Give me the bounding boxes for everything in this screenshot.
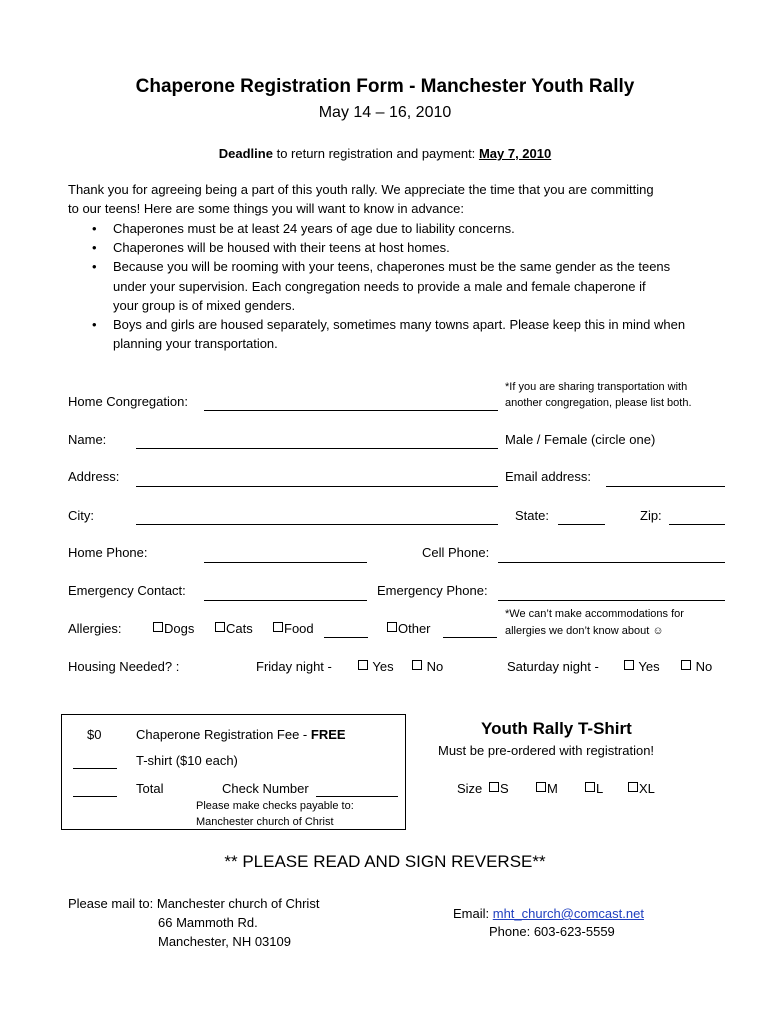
zip-label: Zip: xyxy=(640,508,662,523)
friday-yes-checkbox[interactable] xyxy=(358,659,394,674)
emergency-phone-field[interactable] xyxy=(498,600,725,601)
allergy-cats-label: Cats xyxy=(226,621,253,636)
state-label: State: xyxy=(515,508,549,523)
yes-label: Yes xyxy=(372,659,394,674)
allergy-other-label: Other xyxy=(398,621,431,636)
allergies-label: Allergies: xyxy=(68,621,122,636)
name-label: Name: xyxy=(68,432,107,447)
deadline-line xyxy=(0,146,770,161)
home-congregation-field[interactable] xyxy=(204,410,498,411)
cell-phone-label: Cell Phone: xyxy=(422,545,490,560)
size-m-checkbox[interactable] xyxy=(536,781,558,796)
city-field[interactable] xyxy=(136,524,498,525)
registration-fee-label: Chaperone Registration Fee - xyxy=(136,727,311,742)
size-s-checkbox[interactable] xyxy=(489,781,509,796)
state-field[interactable] xyxy=(558,524,605,525)
checkbox-icon xyxy=(585,782,595,792)
cell-phone-field[interactable] xyxy=(498,562,725,563)
fee-amount: $0 xyxy=(87,727,102,742)
requirement-item: • Because you will be rooming with your teens, chaperones must be the same gender as the teens under your supervision. Each congregation needs to provide a male and female chaperone if your group is of mixed genders. xyxy=(92,257,673,315)
allergy-note: allergies we don’t know about ☺ xyxy=(505,625,664,637)
mail-city: Manchester, NH 03109 xyxy=(158,934,291,949)
checkbox-icon xyxy=(412,660,422,670)
read-sign-notice: ** PLEASE READ AND SIGN REVERSE** xyxy=(224,852,546,871)
email-field[interactable] xyxy=(606,486,725,487)
deadline-text: to return registration and payment: xyxy=(276,146,476,161)
email-contact-label: Email: xyxy=(453,906,490,921)
saturday-yes-checkbox[interactable] xyxy=(624,659,660,674)
payable-note: Please make checks payable to: xyxy=(196,800,354,812)
size-xl-checkbox[interactable] xyxy=(628,781,655,796)
requirement-item: • Boys and girls are housed separately, sometimes many towns apart. Please keep this in mind when planning your transportation. xyxy=(92,315,693,353)
transport-note: *If you are sharing transportation with xyxy=(505,381,688,393)
requirements-list xyxy=(92,219,712,353)
total-amount-field[interactable] xyxy=(73,796,117,797)
size-option-label: L xyxy=(596,781,604,796)
check-number-label: Check Number xyxy=(222,781,309,796)
home-phone-label: Home Phone: xyxy=(68,545,148,560)
size-l-checkbox[interactable] xyxy=(585,781,603,796)
intro-line-1: Thank you for agreeing being a part of this youth rally. We appreciate the time that you are committing xyxy=(68,182,654,197)
email-contact xyxy=(453,906,644,921)
checkbox-icon xyxy=(628,782,638,792)
friday-no-checkbox[interactable] xyxy=(412,659,443,674)
checkbox-icon xyxy=(489,782,499,792)
city-label: City: xyxy=(68,508,94,523)
size-option-label: S xyxy=(500,781,509,796)
emergency-contact-field[interactable] xyxy=(204,600,367,601)
allergy-dogs-checkbox[interactable] xyxy=(153,621,194,636)
checkbox-icon xyxy=(358,660,368,670)
transport-note: another congregation, please list both. xyxy=(505,397,692,409)
allergy-food-checkbox[interactable] xyxy=(273,621,314,636)
allergy-food-field[interactable] xyxy=(324,637,368,638)
address-field[interactable] xyxy=(136,486,498,487)
checkbox-icon xyxy=(215,622,225,632)
gender-select[interactable]: Male / Female (circle one) xyxy=(505,432,656,447)
home-congregation-label: Home Congregation: xyxy=(68,394,188,409)
checkbox-icon xyxy=(681,660,691,670)
allergy-cats-checkbox[interactable] xyxy=(215,621,253,636)
tshirt-title: Youth Rally T-Shirt xyxy=(481,719,632,738)
free-label: FREE xyxy=(310,727,346,742)
home-phone-field[interactable] xyxy=(204,562,367,563)
allergy-other-field[interactable] xyxy=(443,637,497,638)
registration-fee-line xyxy=(136,727,346,742)
phone-contact: Phone: 603-623-5559 xyxy=(489,924,615,939)
deadline-label: Deadline xyxy=(218,146,273,161)
checkbox-icon xyxy=(536,782,546,792)
event-dates: May 14 – 16, 2010 xyxy=(318,104,452,121)
tshirt-amount-field[interactable] xyxy=(73,768,117,769)
tshirt-note: Must be pre-ordered with registration! xyxy=(438,743,655,758)
tshirt-fee-label: T-shirt ($10 each) xyxy=(136,753,238,768)
allergy-dogs-label: Dogs xyxy=(164,621,195,636)
allergy-other-checkbox[interactable] xyxy=(387,621,431,636)
payable-note: Manchester church of Christ xyxy=(196,816,334,828)
housing-label: Housing Needed? : xyxy=(68,659,180,674)
checkbox-icon xyxy=(273,622,283,632)
allergy-note: *We can’t make accommodations for xyxy=(505,608,684,620)
emergency-phone-label: Emergency Phone: xyxy=(377,583,488,598)
checkbox-icon xyxy=(624,660,634,670)
check-number-field[interactable] xyxy=(316,796,398,797)
checkbox-icon xyxy=(153,622,163,632)
no-label: No xyxy=(426,659,444,674)
emergency-contact-label: Emergency Contact: xyxy=(68,583,186,598)
form-title: Chaperone Registration Form - Manchester Youth Rally xyxy=(135,76,635,97)
requirement-item: • Chaperones must be at least 24 years of age due to liability concerns. xyxy=(92,219,712,238)
no-label: No xyxy=(695,659,713,674)
size-label: Size xyxy=(457,781,483,796)
total-label: Total xyxy=(136,781,164,796)
email-label: Email address: xyxy=(505,469,591,484)
zip-field[interactable] xyxy=(669,524,725,525)
deadline-date: May 7, 2010 xyxy=(478,146,552,161)
email-link[interactable]: mht_church@comcast.net xyxy=(492,906,644,921)
intro-line-2: to our teens! Here are some things you will want to know in advance: xyxy=(68,201,464,216)
mail-street: 66 Mammoth Rd. xyxy=(158,915,258,930)
saturday-night-label: Saturday night - xyxy=(507,659,599,674)
mail-to-line: Please mail to: Manchester church of Christ xyxy=(68,896,320,911)
size-option-label: XL xyxy=(639,781,655,796)
requirement-item: • Chaperones will be housed with their teens at host homes. xyxy=(92,238,712,257)
size-option-label: M xyxy=(547,781,558,796)
yes-label: Yes xyxy=(638,659,660,674)
friday-night-label: Friday night - xyxy=(256,659,332,674)
address-label: Address: xyxy=(68,469,120,484)
checkbox-icon xyxy=(387,622,397,632)
allergy-food-label: Food xyxy=(284,621,314,636)
name-field[interactable] xyxy=(136,448,498,449)
saturday-no-checkbox[interactable] xyxy=(681,659,712,674)
